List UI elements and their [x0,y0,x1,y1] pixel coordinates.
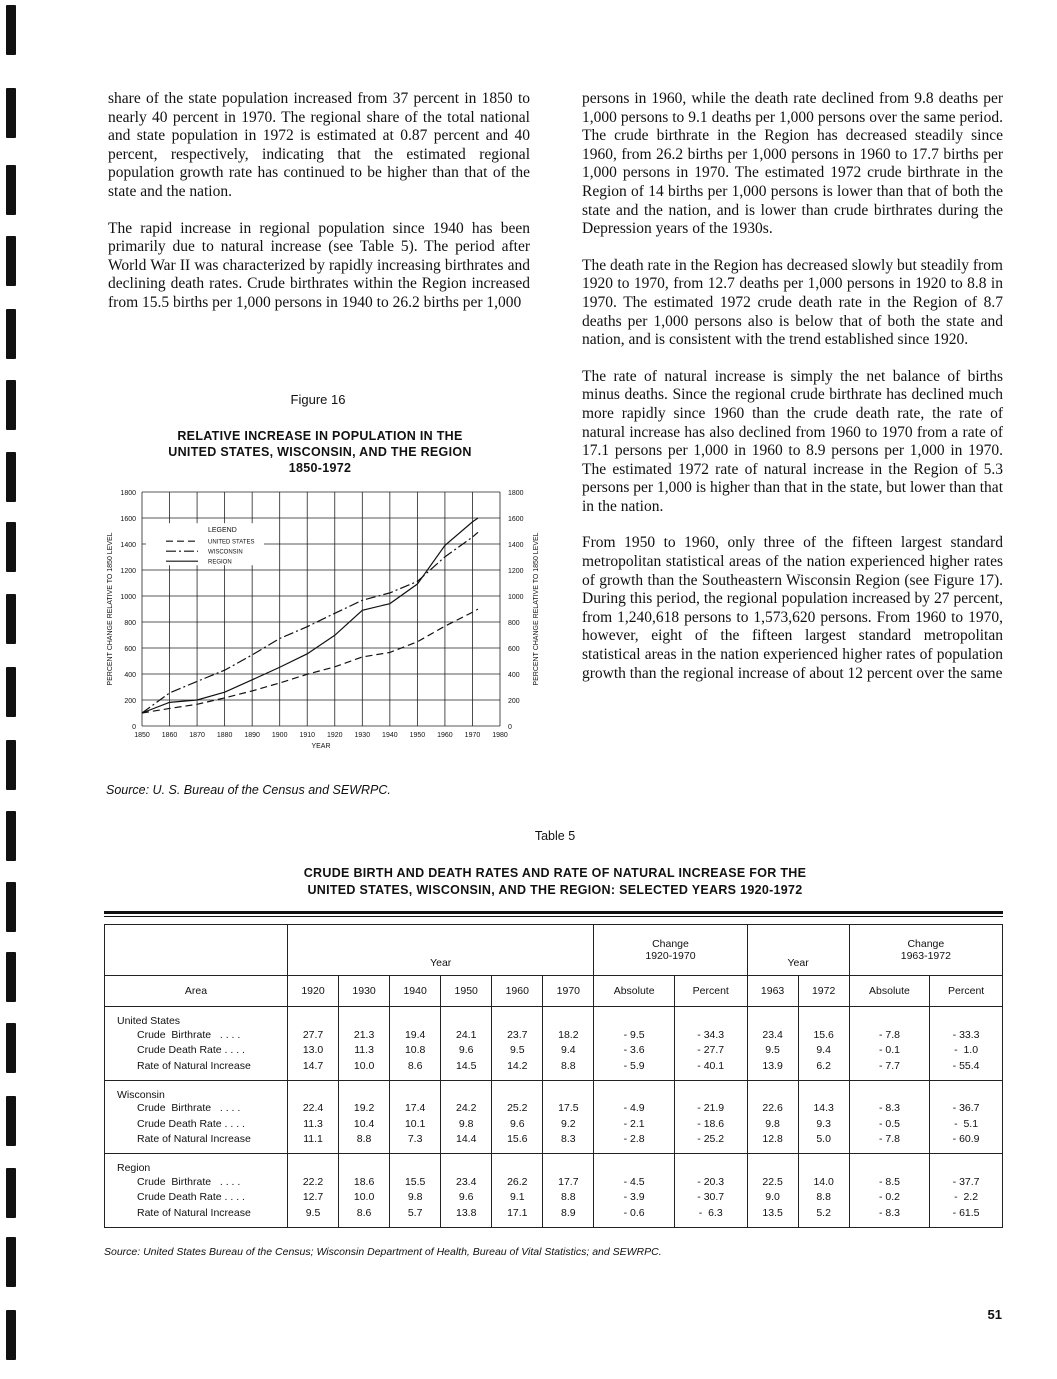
table-cell: 9.4 [798,1043,849,1059]
table-cell: 13.5 [747,1205,798,1221]
x-tick-label: 1870 [189,732,205,739]
punch-mark [6,594,16,644]
table-cell: 23.4 [441,1174,492,1190]
table-cell: 17.4 [390,1101,441,1117]
table-cell: 5.2 [798,1205,849,1221]
y-tick-label-left: 0 [132,724,136,731]
change-2-label: Change [907,938,945,950]
table-empty-cell [492,1007,543,1028]
y-tick-label-left: 1400 [120,542,136,549]
rates-table [104,924,1003,1228]
figure-label: Figure 16 [290,392,346,407]
table-cell: - 33.3 [930,1027,1003,1043]
table-cell: - 4.9 [594,1101,675,1117]
table-cell: 14.3 [798,1101,849,1117]
legend-entry: UNITED STATES [208,539,255,546]
table-empty-cell [339,1154,390,1175]
table-empty-cell [930,1080,1003,1101]
table-cell: 8.8 [339,1132,390,1148]
series-line-united-states [142,609,478,713]
table-cell: 9.2 [543,1116,594,1132]
table-cell: 13.0 [288,1043,339,1059]
table-cell: 15.6 [492,1132,543,1148]
x-tick-label: 1880 [216,732,233,739]
table-separator-cell [105,1221,288,1228]
table-cell: - 55.4 [930,1058,1003,1074]
table-row-label: Crude Death Rate . . . . [105,1190,288,1206]
table-empty-cell [594,1007,675,1028]
x-tick-label: 1900 [271,732,288,739]
table-row [105,1027,1003,1043]
table-cell: - 8.3 [849,1205,930,1221]
table-cell: 9.8 [441,1116,492,1132]
table-empty-cell [492,1154,543,1175]
column-header: 1950 [441,976,492,1007]
table-row-label: Crude Birthrate . . . . [105,1174,288,1190]
punch-mark [6,952,16,1002]
table-cell: - 27.7 [674,1043,747,1059]
left-column [108,90,530,331]
table-row [105,1190,1003,1206]
table-cell: 23.4 [747,1027,798,1043]
change-1-range: 1920-1970 [645,950,696,962]
table-cell: 10.8 [390,1043,441,1059]
table-cell: 18.2 [543,1027,594,1043]
table-cell: 17.1 [492,1205,543,1221]
table-cell: 9.6 [441,1190,492,1206]
change-1-label: Change [652,938,689,950]
table-cell: 10.0 [339,1058,390,1074]
table-empty-cell [288,1007,339,1028]
table-cell: 8.8 [543,1190,594,1206]
table-cell: 9.3 [798,1116,849,1132]
table-top-rule [104,911,1003,914]
y-axis-label-left: PERCENT CHANGE RELATIVE TO 1850 LEVEL [107,532,114,686]
table-title-line-2: UNITED STATES, WISCONSIN, AND THE REGION: SELECTED YEARS 1920-1972 [307,883,803,897]
table-row [105,1174,1003,1190]
table-empty-cell [543,1154,594,1175]
table-empty-cell [441,1154,492,1175]
table-cell: 22.6 [747,1101,798,1117]
table-cell: 8.3 [543,1132,594,1148]
table-cell: 25.2 [492,1101,543,1117]
y-tick-label-right: 1400 [508,542,524,549]
table-cell: 9.4 [543,1043,594,1059]
punch-mark [6,667,16,717]
table-group-separator [105,1221,1003,1228]
x-tick-label: 1970 [464,732,481,739]
table-cell: - 4.5 [594,1174,675,1190]
table-separator-cell [747,1221,798,1228]
column-header: 1930 [339,976,390,1007]
table-cell: - 2.2 [930,1190,1003,1206]
figure-title-line-3: 1850-1972 [288,461,352,475]
table-cell: 8.9 [543,1205,594,1221]
table-row-label: Crude Death Rate . . . . [105,1043,288,1059]
x-tick-label: 1980 [492,732,508,739]
table-cell: 14.7 [288,1058,339,1074]
column-header: Absolute [849,976,930,1007]
punch-mark [6,1237,16,1287]
table-row [105,1132,1003,1148]
table-empty-cell [798,1007,849,1028]
table-cell: - 30.7 [674,1190,747,1206]
table-cell: - 21.9 [674,1101,747,1117]
x-axis-label: YEAR [311,743,331,750]
table-empty-cell [849,1154,930,1175]
table-row [105,1043,1003,1059]
table-group-row [105,1007,1003,1028]
table-empty-cell [543,1080,594,1101]
table-cell: 13.9 [747,1058,798,1074]
table-empty-cell [594,1154,675,1175]
punch-mark [6,5,16,55]
column-header: 1972 [798,976,849,1007]
y-tick-label-right: 0 [508,724,512,731]
table-cell: 8.6 [390,1058,441,1074]
punch-mark [6,1168,16,1218]
table-cell: 19.4 [390,1027,441,1043]
punch-mark [6,740,16,790]
table-separator-cell [674,1221,747,1228]
punch-mark [6,309,16,359]
table-group-name: United States [105,1007,288,1028]
table-group-name: Region [105,1154,288,1175]
table-cell: 12.8 [747,1132,798,1148]
table-empty-cell [390,1080,441,1101]
table-cell: 15.5 [390,1174,441,1190]
column-header: 1963 [747,976,798,1007]
table-cell: 9.8 [390,1190,441,1206]
left-paragraph-2: The rapid increase in regional population since 1940 has been primarily due to natural increase (see Table 5). The period after World War II was characterized by rapidly increasing birthrates and declining death rates. Crude birthrates within the Region increased from 15.5 births per 1,000 persons in 1940 to 26.2 births per 1,000 [108,219,530,311]
table-cell: 22.2 [288,1174,339,1190]
table-cell: 14.4 [441,1132,492,1148]
table-row [105,1205,1003,1221]
table-empty-cell [441,1007,492,1028]
y-tick-label-left: 400 [124,672,136,679]
right-paragraph-4: From 1950 to 1960, only three of the fifteen largest standard metropolitan statistical areas of the nation experienced higher rates of growth than the Southeastern Wisconsin Region (see Figure 17). During this period, the regional population increased by 27 percent, from 1,240,618 persons to 1,573,620 persons. From 1960 to 1970, however, eight of the fifteen largest standard metropolitan statistical areas in the nation experienced higher rates of population growth than the regional increase of about 12 percent over the same [582,534,1003,682]
table-separator-cell [390,1221,441,1228]
table-cell: - 34.3 [674,1027,747,1043]
table-group-row [105,1080,1003,1101]
table-cell: - 3.6 [594,1043,675,1059]
change-1963-1972-header [849,925,1002,976]
table-separator-cell [930,1221,1003,1228]
table-body [105,1007,1003,1228]
punch-mark [6,522,16,572]
table-cell: 5.0 [798,1132,849,1148]
right-paragraph-2: The death rate in the Region has decreased slowly but steadily from 1920 to 1970, from 12.7 deaths per 1,000 persons in 1920 to 8.8 in 1970. The estimated 1972 crude death rate in the Region of 8.7 deaths per 1,000 persons also is below that of both the state and nation, and is consistent with the trend established since 1920. [582,256,1003,349]
table-row [105,1058,1003,1074]
table-cell: 13.8 [441,1205,492,1221]
table-cell: 12.7 [288,1190,339,1206]
y-tick-label-left: 1800 [120,490,136,497]
figure-title [120,428,520,476]
table-cell: 9.6 [441,1043,492,1059]
table-cell: 9.0 [747,1190,798,1206]
punch-mark [6,1023,16,1073]
column-header: Area [105,976,288,1007]
table-cell: - 1.0 [930,1043,1003,1059]
x-tick-label: 1930 [354,732,371,739]
table-empty-cell [930,1154,1003,1175]
table-cell: - 9.5 [594,1027,675,1043]
x-tick-label: 1850 [134,732,150,739]
y-tick-label-right: 600 [508,646,520,653]
y-tick-label-right: 800 [508,620,520,627]
table-cell: 9.8 [747,1116,798,1132]
table-cell: - 0.1 [849,1043,930,1059]
table-empty-cell [288,1080,339,1101]
table-empty-cell [798,1154,849,1175]
table-cell: 8.6 [339,1205,390,1221]
table-cell: - 7.7 [849,1058,930,1074]
table-empty-cell [543,1007,594,1028]
punch-mark [6,236,16,286]
column-header: Absolute [594,976,675,1007]
y-tick-label-right: 1200 [508,568,524,575]
table-cell: 17.7 [543,1174,594,1190]
right-paragraph-3: The rate of natural increase is simply the net balance of births minus deaths. Since the regional crude birthrate has declined much more rapidly since 1960 than the crude death rate, the rate of natural increase has also declined from 1960 to 1970 from a rate of 17.1 persons per 1,000 in 1960 to 8.9 persons per 1,000 in 1970. The estimated 1972 rate of natural increase in the Region of 5.3 persons per 1,000 is higher than that in the state, but lower than that in the nation. [582,367,1003,515]
table-title [0,865,1057,899]
table-cell: 11.3 [288,1116,339,1132]
table-cell: 24.2 [441,1101,492,1117]
table-cell: - 40.1 [674,1058,747,1074]
column-header: 1920 [288,976,339,1007]
table-cell: - 0.5 [849,1116,930,1132]
table-empty-cell [288,1154,339,1175]
y-tick-label-right: 400 [508,672,520,679]
table-cell: - 20.3 [674,1174,747,1190]
table-cell: - 0.2 [849,1190,930,1206]
x-tick-label: 1910 [299,732,316,739]
right-column [582,90,1003,683]
x-tick-label: 1950 [409,732,426,739]
table-cell: - 18.6 [674,1116,747,1132]
table-cell: 10.4 [339,1116,390,1132]
column-header-row [105,976,1003,1007]
y-tick-label-right: 1000 [508,594,524,601]
table-empty-cell [674,1080,747,1101]
y-tick-label-left: 200 [124,698,136,705]
table-cell: 9.5 [288,1205,339,1221]
table-cell: 22.4 [288,1101,339,1117]
table-empty-cell [441,1080,492,1101]
table-row-label: Crude Birthrate . . . . [105,1027,288,1043]
area-header-blank [105,925,288,976]
table-row [105,1116,1003,1132]
table-cell: - 36.7 [930,1101,1003,1117]
y-tick-label-left: 1000 [120,594,136,601]
y-tick-label-left: 1600 [120,516,136,523]
x-tick-label: 1890 [244,732,260,739]
table-top-rule-thin [104,916,1003,917]
figure-title-line-1: RELATIVE INCREASE IN POPULATION IN THE [177,429,463,443]
column-header: Percent [930,976,1003,1007]
table-cell: - 2.1 [594,1116,675,1132]
table-cell: 9.5 [747,1043,798,1059]
y-tick-label-right: 200 [508,698,520,705]
legend-title: LEGEND [208,527,237,535]
table-cell: - 5.9 [594,1058,675,1074]
punch-mark [6,88,16,138]
x-tick-label: 1920 [326,732,343,739]
table-cell: 22.5 [747,1174,798,1190]
punch-mark [6,1310,16,1360]
table-cell: - 25.2 [674,1132,747,1148]
table-group-name: Wisconsin [105,1080,288,1101]
table-empty-cell [339,1007,390,1028]
table-separator-cell [288,1221,339,1228]
table-separator-cell [441,1221,492,1228]
punch-mark [6,1096,16,1146]
table-empty-cell [674,1154,747,1175]
table-cell: 24.1 [441,1027,492,1043]
table-empty-cell [930,1007,1003,1028]
table-cell: 7.3 [390,1132,441,1148]
table-empty-cell [492,1080,543,1101]
table-source: Source: United States Bureau of the Census; Wisconsin Department of Health, Bureau of Vital Statistics; and SEWRPC. [104,1246,662,1258]
table-cell: 14.5 [441,1058,492,1074]
table-cell: - 0.6 [594,1205,675,1221]
table-cell: 10.0 [339,1190,390,1206]
x-tick-label: 1940 [382,732,398,739]
legend-entry: WISCONSIN [208,549,243,556]
y-tick-label-right: 1600 [508,516,524,523]
table-separator-cell [339,1221,390,1228]
punch-mark [6,452,16,502]
table-separator-cell [543,1221,594,1228]
table-cell: 23.7 [492,1027,543,1043]
table-empty-cell [674,1007,747,1028]
table-cell: 11.1 [288,1132,339,1148]
right-paragraph-1: persons in 1960, while the death rate declined from 9.8 deaths per 1,000 persons to 9.1 deaths per 1,000 persons over the same period. The crude birthrate in the Region has decreased steadily since 1960, from 26.2 births per 1,000 persons in 1960 to 17.7 births per 1,000 persons in 1970. The estimated 1972 crude birthrate in the Region of 14 births per 1,000 persons is lower than that of both the state and the nation, and is lower than crude birthrates during the Depression years of the 1930s. [582,90,1003,238]
table-cell: 6.2 [798,1058,849,1074]
table-cell: 26.2 [492,1174,543,1190]
table-label: Table 5 [534,829,576,843]
table-row-label: Rate of Natural Increase [105,1205,288,1221]
y-tick-label-left: 1200 [120,568,136,575]
punch-mark [6,165,16,215]
table-cell: - 8.3 [849,1101,930,1117]
table-empty-cell [747,1154,798,1175]
table-empty-cell [390,1007,441,1028]
table-cell: - 3.9 [594,1190,675,1206]
table-cell: 8.8 [543,1058,594,1074]
table-empty-cell [747,1080,798,1101]
table-empty-cell [747,1007,798,1028]
table-cell: 8.8 [798,1190,849,1206]
table-cell: 14.0 [798,1174,849,1190]
column-header: 1970 [543,976,594,1007]
change-1920-1970-header [594,925,747,976]
table-cell: 10.1 [390,1116,441,1132]
table-empty-cell [390,1154,441,1175]
column-header: 1960 [492,976,543,1007]
table-cell: - 37.7 [930,1174,1003,1190]
table-separator-cell [594,1221,675,1228]
table-group-row [105,1154,1003,1175]
table-cell: 18.6 [339,1174,390,1190]
punch-mark [6,380,16,430]
table-separator-cell [798,1221,849,1228]
table-empty-cell [594,1080,675,1101]
table-cell: 9.1 [492,1190,543,1206]
table-empty-cell [849,1007,930,1028]
table-cell: 5.7 [390,1205,441,1221]
table-cell: 11.3 [339,1043,390,1059]
x-tick-label: 1860 [161,732,178,739]
table-cell: - 6.3 [674,1205,747,1221]
legend-entry: REGION [208,559,232,566]
y-tick-label-left: 600 [124,646,136,653]
table-cell: 17.5 [543,1101,594,1117]
figure-title-line-2: UNITED STATES, WISCONSIN, AND THE REGION [168,445,472,459]
y-axis-label-right: PERCENT CHANGE RELATIVE TO 1850 LEVEL [533,532,540,686]
left-paragraph-1: share of the state population increased from 37 percent in 1850 to nearly 40 percent in 1970. The regional share of the total national and state population in 1972 is estimated at 0.87 percent and 40 percent, respectively, indicating that the estimated regional population growth rate has continued to be higher than that of the state and the nation. [108,90,530,200]
table-cell: - 7.8 [849,1027,930,1043]
table-empty-cell [798,1080,849,1101]
table-empty-cell [339,1080,390,1101]
table-cell: 14.2 [492,1058,543,1074]
table-cell: 21.3 [339,1027,390,1043]
table-cell: - 2.8 [594,1132,675,1148]
table-cell: 9.5 [492,1043,543,1059]
table-row-label: Rate of Natural Increase [105,1058,288,1074]
table-row [105,1101,1003,1117]
table-cell: - 60.9 [930,1132,1003,1148]
table-empty-cell [849,1080,930,1101]
column-header: 1940 [390,976,441,1007]
table-separator-cell [849,1221,930,1228]
table-cell: 15.6 [798,1027,849,1043]
y-tick-label-left: 800 [124,620,136,627]
table-cell: - 7.8 [849,1132,930,1148]
change-2-range: 1963-1972 [900,950,951,962]
year-group-header: Year [288,925,594,976]
table-cell: - 8.5 [849,1174,930,1190]
table-cell: 9.6 [492,1116,543,1132]
y-tick-label-right: 1800 [508,490,524,497]
table-cell: - 5.1 [930,1116,1003,1132]
table-row-label: Crude Birthrate . . . . [105,1101,288,1117]
column-header: Percent [674,976,747,1007]
population-line-chart [100,478,540,778]
x-tick-label: 1960 [437,732,453,739]
table-title-line-1: CRUDE BIRTH AND DEATH RATES AND RATE OF NATURAL INCREASE FOR THE [303,866,807,880]
table-row-label: Crude Death Rate . . . . [105,1116,288,1132]
page-number: 51 [987,1307,1002,1322]
table-cell: 27.7 [288,1027,339,1043]
year2-group-header: Year [747,925,849,976]
table-separator-cell [492,1221,543,1228]
figure-source: Source: U. S. Bureau of the Census and SEWRPC. [106,783,391,797]
table-cell: 19.2 [339,1101,390,1117]
table-cell: - 61.5 [930,1205,1003,1221]
table-row-label: Rate of Natural Increase [105,1132,288,1148]
